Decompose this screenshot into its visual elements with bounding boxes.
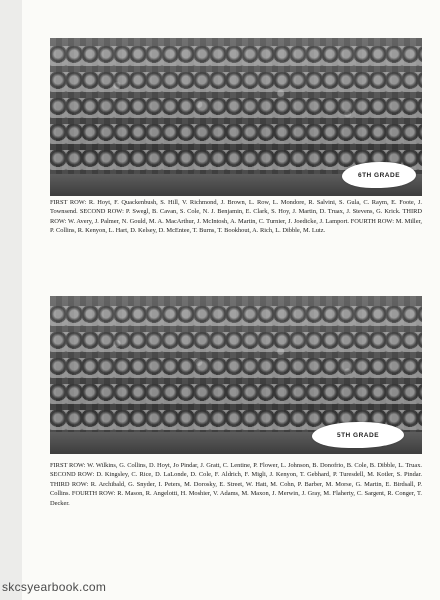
names-caption-5th-grade: FIRST ROW: W. Wilkins, G. Collins, D. Hoyt, Jo Pindar, J. Gratt, C. Lentine, P. Flower, L. Johnson, B. Donofrio, B. Cole, B. Dibble, L. Truax. SECOND ROW: D. Kingsley, C. Rice, D. LaLonde, D. Cole, F. Aldrich, F. Migli, J. Kenyon, T. Gebhard, P. Turesdell, M. Kotler, S. Pindar. THIRD ROW: R. Archibald, G. Snyder, I. Peters, M. Dorosky, E. Street, W. Hatt, M. Cohn, P. Barber, M. Morse, G. Martin, E. Birdsall, P. Collins. FOURTH ROW: R. Mason, R. Angelotti, H. Moshier, V. Adams, M. Maxon, J. Merwin, J. Gray, M. Flaherty, C. Sargent, R. Conger, T. Decker. xyxy=(50,462,422,507)
class-photo-5th-grade xyxy=(50,296,422,454)
names-caption-6th-grade: FIRST ROW: R. Hoyt, F. Quackenbush, S. Hill, V. Richmond, J. Brown, L. Row, L. Mondore, R. Salvini, S. Gula, C. Raym, E. Foote, J. Townsend. SECOND ROW: P. Swegl, B. Cavan, S. Cole, N. J. Benjamin, E. Clark, S. Hoy, J. Martin, D. Truax, J. Stevens, G. Krick. THIRD ROW: W. Avery, J. Palmer, N. Gould, M. A. MacArthur, J. McIntosh, A. Martin, C. Turnier, J. Joedicke, J. Lamport. FOURTH ROW: M. Miller, P. Collins, R. Kenyon, L. Hart, D. Kelsey, D. McEntee, T. Burns, T. Bookhout, A. Rich, L. Dibble, M. Lutz. xyxy=(50,199,422,235)
footer-watermark: skcsyearbook.com xyxy=(2,580,107,594)
grade-label-6th: 6TH GRADE xyxy=(342,162,416,188)
yearbook-page xyxy=(22,0,440,600)
grade-label-5th: 5TH GRADE xyxy=(312,422,404,448)
class-photo-6th-grade xyxy=(50,38,422,196)
